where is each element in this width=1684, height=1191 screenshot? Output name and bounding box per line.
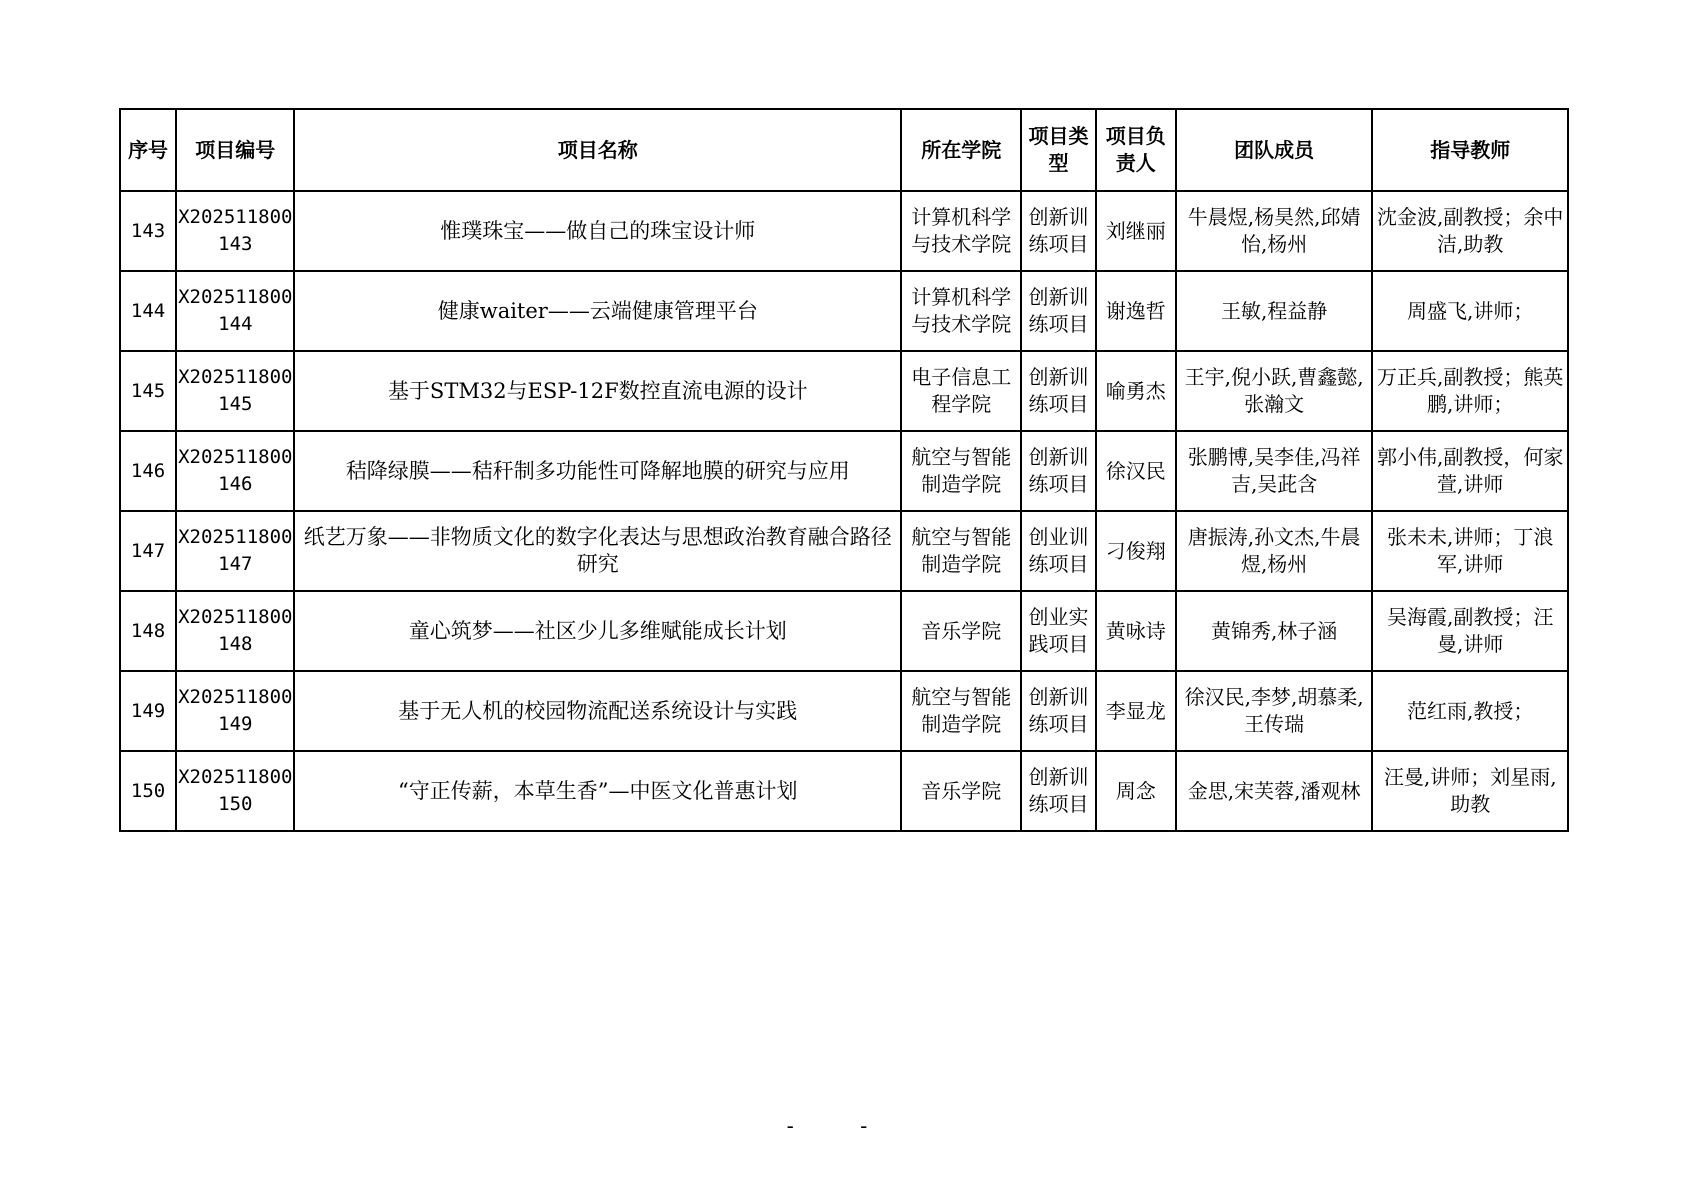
cell-seq: 150 <box>120 751 176 831</box>
cell-code: X202511800150 <box>176 751 294 831</box>
header-code: 项目编号 <box>176 109 294 191</box>
cell-type: 创新训练项目 <box>1021 271 1095 351</box>
cell-type: 创新训练项目 <box>1021 751 1095 831</box>
table-row <box>120 351 1568 431</box>
cell-advisors: 张未未,讲师；丁浪军,讲师 <box>1372 511 1568 591</box>
header-members: 团队成员 <box>1176 109 1373 191</box>
cell-members: 王宇,倪小跃,曹鑫懿,张瀚文 <box>1176 351 1373 431</box>
cell-advisors: 汪曼,讲师；刘星雨,助教 <box>1372 751 1568 831</box>
table-row <box>120 591 1568 671</box>
header-college: 所在学院 <box>901 109 1021 191</box>
header-seq: 序号 <box>120 109 176 191</box>
header-advisors: 指导教师 <box>1372 109 1568 191</box>
table-row <box>120 511 1568 591</box>
cell-type: 创新训练项目 <box>1021 431 1095 511</box>
header-leader: 项目负责人 <box>1096 109 1176 191</box>
cell-college: 计算机科学与技术学院 <box>901 191 1021 271</box>
cell-leader: 谢逸哲 <box>1096 271 1176 351</box>
table-header-row <box>120 109 1568 191</box>
cell-leader: 周念 <box>1096 751 1176 831</box>
cell-code: X202511800145 <box>176 351 294 431</box>
header-type: 项目类型 <box>1021 109 1095 191</box>
cell-type: 创业训练项目 <box>1021 511 1095 591</box>
project-table <box>119 108 1569 832</box>
cell-leader: 喻勇杰 <box>1096 351 1176 431</box>
cell-code: X202511800144 <box>176 271 294 351</box>
cell-code: X202511800149 <box>176 671 294 751</box>
table-row <box>120 431 1568 511</box>
cell-project-name: 童心筑梦——社区少儿多维赋能成长计划 <box>294 591 901 671</box>
project-table-container <box>119 108 1569 832</box>
cell-code: X202511800148 <box>176 591 294 671</box>
cell-type: 创新训练项目 <box>1021 671 1095 751</box>
table-row <box>120 191 1568 271</box>
cell-seq: 143 <box>120 191 176 271</box>
cell-seq: 147 <box>120 511 176 591</box>
cell-type: 创业实践项目 <box>1021 591 1095 671</box>
cell-college: 航空与智能制造学院 <box>901 671 1021 751</box>
cell-advisors: 吴海霞,副教授；汪曼,讲师 <box>1372 591 1568 671</box>
cell-code: X202511800147 <box>176 511 294 591</box>
cell-project-name: “守正传薪，本草生香”—中医文化普惠计划 <box>294 751 901 831</box>
cell-advisors: 范红雨,教授； <box>1372 671 1568 751</box>
cell-project-name: 纸艺万象——非物质文化的数字化表达与思想政治教育融合路径研究 <box>294 511 901 591</box>
cell-leader: 刘继丽 <box>1096 191 1176 271</box>
cell-advisors: 周盛飞,讲师； <box>1372 271 1568 351</box>
cell-leader: 徐汉民 <box>1096 431 1176 511</box>
page-number-marker: - - <box>786 1114 898 1138</box>
cell-members: 黄锦秀,林子涵 <box>1176 591 1373 671</box>
cell-members: 金思,宋芙蓉,潘观林 <box>1176 751 1373 831</box>
cell-members: 张鹏博,吴李佳,冯祥吉,吴茈含 <box>1176 431 1373 511</box>
cell-seq: 144 <box>120 271 176 351</box>
cell-members: 牛晨煜,杨昊然,邱婧怡,杨州 <box>1176 191 1373 271</box>
table-row <box>120 671 1568 751</box>
cell-college: 航空与智能制造学院 <box>901 431 1021 511</box>
cell-project-name: 健康waiter——云端健康管理平台 <box>294 271 901 351</box>
cell-college: 计算机科学与技术学院 <box>901 271 1021 351</box>
cell-seq: 148 <box>120 591 176 671</box>
cell-leader: 黄咏诗 <box>1096 591 1176 671</box>
cell-college: 电子信息工程学院 <box>901 351 1021 431</box>
cell-advisors: 沈金波,副教授；余中洁,助教 <box>1372 191 1568 271</box>
table-row <box>120 271 1568 351</box>
cell-college: 航空与智能制造学院 <box>901 511 1021 591</box>
cell-code: X202511800146 <box>176 431 294 511</box>
header-project-name: 项目名称 <box>294 109 901 191</box>
cell-members: 王敏,程益静 <box>1176 271 1373 351</box>
cell-seq: 146 <box>120 431 176 511</box>
cell-seq: 145 <box>120 351 176 431</box>
cell-code: X202511800143 <box>176 191 294 271</box>
cell-project-name: 秸降绿膜——秸秆制多功能性可降解地膜的研究与应用 <box>294 431 901 511</box>
cell-college: 音乐学院 <box>901 751 1021 831</box>
table-row <box>120 751 1568 831</box>
cell-members: 唐振涛,孙文杰,牛晨煜,杨州 <box>1176 511 1373 591</box>
cell-members: 徐汉民,李梦,胡慕柔,王传瑞 <box>1176 671 1373 751</box>
cell-project-name: 基于STM32与ESP-12F数控直流电源的设计 <box>294 351 901 431</box>
cell-advisors: 万正兵,副教授；熊英鹏,讲师； <box>1372 351 1568 431</box>
cell-type: 创新训练项目 <box>1021 191 1095 271</box>
cell-advisors: 郭小伟,副教授，何家萱,讲师 <box>1372 431 1568 511</box>
cell-college: 音乐学院 <box>901 591 1021 671</box>
cell-project-name: 基于无人机的校园物流配送系统设计与实践 <box>294 671 901 751</box>
cell-type: 创新训练项目 <box>1021 351 1095 431</box>
cell-leader: 刁俊翔 <box>1096 511 1176 591</box>
cell-seq: 149 <box>120 671 176 751</box>
cell-project-name: 惟璞珠宝——做自己的珠宝设计师 <box>294 191 901 271</box>
cell-leader: 李显龙 <box>1096 671 1176 751</box>
